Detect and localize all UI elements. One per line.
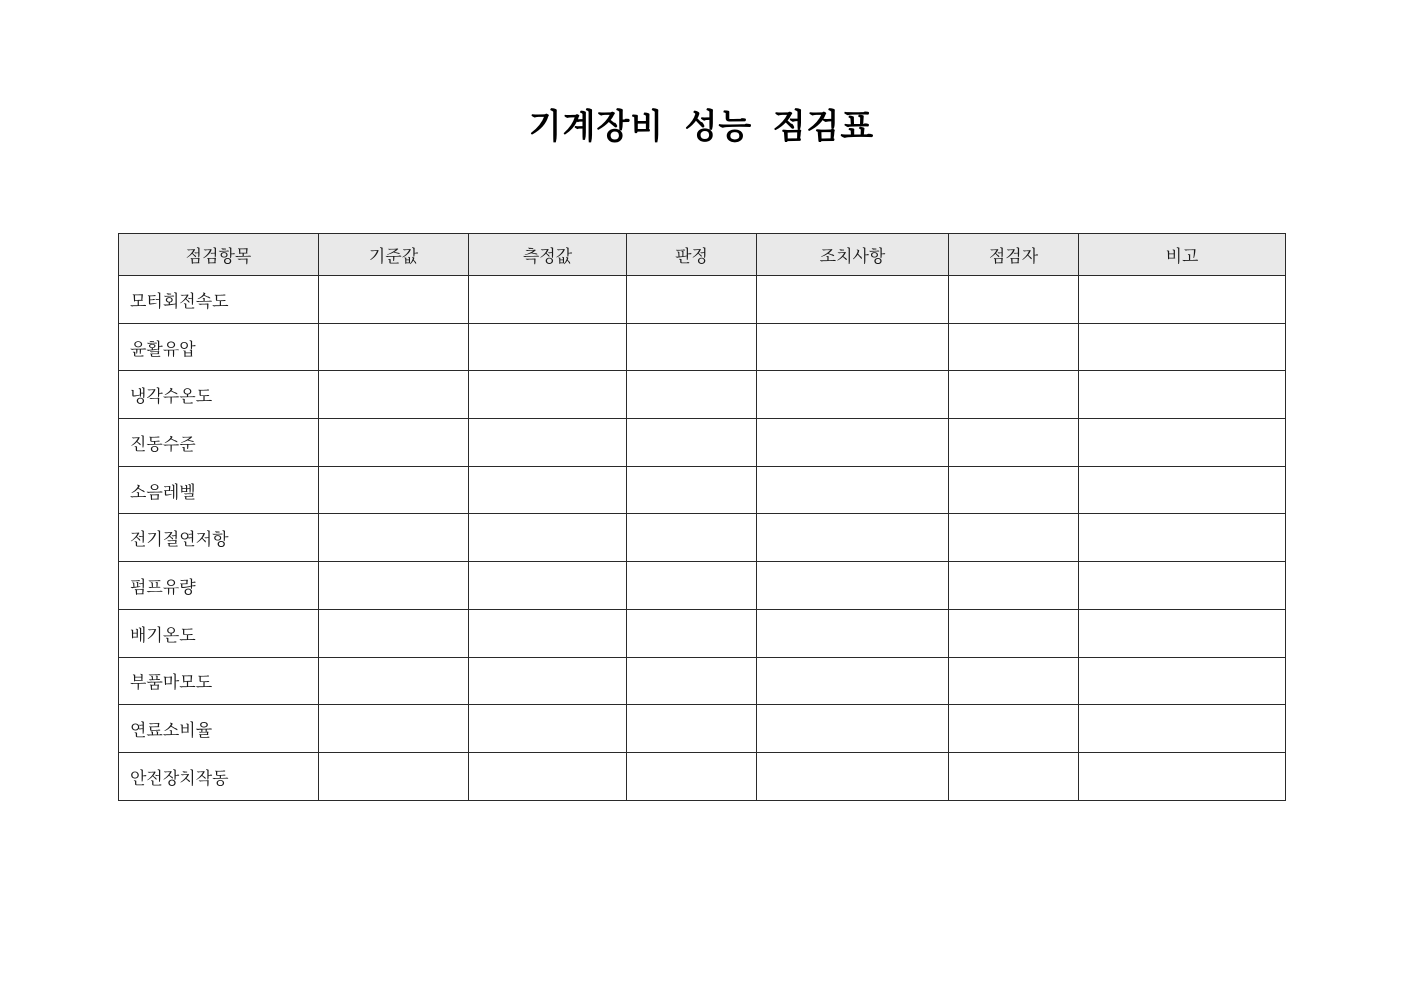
empty-cell — [319, 276, 469, 324]
empty-cell — [469, 657, 627, 705]
empty-cell — [757, 419, 949, 467]
row-label: 전기절연저항 — [119, 514, 319, 562]
empty-cell — [949, 514, 1079, 562]
header-cell-standard-value: 기준값 — [319, 234, 469, 276]
empty-cell — [1079, 276, 1286, 324]
row-label: 펌프유량 — [119, 562, 319, 610]
empty-cell — [1079, 371, 1286, 419]
header-cell-measured-value: 측정값 — [469, 234, 627, 276]
empty-cell — [469, 514, 627, 562]
empty-cell — [469, 419, 627, 467]
header-cell-action-items: 조치사항 — [757, 234, 949, 276]
empty-cell — [627, 562, 757, 610]
empty-cell — [627, 419, 757, 467]
empty-cell — [949, 657, 1079, 705]
empty-cell — [757, 705, 949, 753]
empty-cell — [1079, 657, 1286, 705]
empty-cell — [627, 705, 757, 753]
empty-cell — [469, 562, 627, 610]
table-row — [119, 752, 1286, 800]
empty-cell — [949, 752, 1079, 800]
empty-cell — [757, 657, 949, 705]
empty-cell — [949, 323, 1079, 371]
row-label: 안전장치작동 — [119, 752, 319, 800]
table-row — [119, 562, 1286, 610]
table-row — [119, 609, 1286, 657]
empty-cell — [319, 419, 469, 467]
empty-cell — [949, 705, 1079, 753]
empty-cell — [469, 609, 627, 657]
empty-cell — [627, 466, 757, 514]
empty-cell — [319, 609, 469, 657]
table-row — [119, 705, 1286, 753]
row-label: 배기온도 — [119, 609, 319, 657]
table-row — [119, 419, 1286, 467]
empty-cell — [627, 371, 757, 419]
empty-cell — [319, 371, 469, 419]
table-header-row — [119, 234, 1286, 276]
empty-cell — [627, 276, 757, 324]
empty-cell — [757, 323, 949, 371]
empty-cell — [1079, 562, 1286, 610]
empty-cell — [627, 514, 757, 562]
table-row — [119, 657, 1286, 705]
empty-cell — [627, 323, 757, 371]
table-row — [119, 276, 1286, 324]
empty-cell — [757, 514, 949, 562]
header-cell-remarks: 비고 — [1079, 234, 1286, 276]
empty-cell — [757, 276, 949, 324]
checklist-table — [118, 233, 1286, 801]
empty-cell — [319, 657, 469, 705]
empty-cell — [1079, 514, 1286, 562]
empty-cell — [319, 752, 469, 800]
empty-cell — [757, 609, 949, 657]
page-title: 기계장비 성능 점검표 — [528, 108, 875, 146]
table-row — [119, 514, 1286, 562]
empty-cell — [757, 752, 949, 800]
empty-cell — [627, 609, 757, 657]
empty-cell — [627, 752, 757, 800]
empty-cell — [757, 562, 949, 610]
row-label: 냉각수온도 — [119, 371, 319, 419]
empty-cell — [469, 752, 627, 800]
row-label: 소음레벨 — [119, 466, 319, 514]
empty-cell — [949, 419, 1079, 467]
row-label: 윤활유압 — [119, 323, 319, 371]
empty-cell — [469, 371, 627, 419]
empty-cell — [469, 466, 627, 514]
empty-cell — [469, 276, 627, 324]
empty-cell — [1079, 752, 1286, 800]
empty-cell — [1079, 609, 1286, 657]
header-cell-inspection-item: 점검항목 — [119, 234, 319, 276]
empty-cell — [469, 705, 627, 753]
empty-cell — [1079, 466, 1286, 514]
empty-cell — [319, 323, 469, 371]
empty-cell — [319, 562, 469, 610]
empty-cell — [319, 705, 469, 753]
empty-cell — [319, 466, 469, 514]
empty-cell — [319, 514, 469, 562]
row-label: 모터회전속도 — [119, 276, 319, 324]
row-label: 연료소비율 — [119, 705, 319, 753]
empty-cell — [757, 371, 949, 419]
empty-cell — [627, 657, 757, 705]
empty-cell — [949, 466, 1079, 514]
row-label: 부품마모도 — [119, 657, 319, 705]
table-row — [119, 323, 1286, 371]
row-label: 진동수준 — [119, 419, 319, 467]
empty-cell — [469, 323, 627, 371]
empty-cell — [949, 371, 1079, 419]
header-cell-inspector: 점검자 — [949, 234, 1079, 276]
empty-cell — [1079, 419, 1286, 467]
empty-cell — [949, 562, 1079, 610]
header-cell-judgment: 판정 — [627, 234, 757, 276]
empty-cell — [949, 276, 1079, 324]
empty-cell — [757, 466, 949, 514]
empty-cell — [949, 609, 1079, 657]
empty-cell — [1079, 705, 1286, 753]
table-row — [119, 466, 1286, 514]
table-row — [119, 371, 1286, 419]
empty-cell — [1079, 323, 1286, 371]
